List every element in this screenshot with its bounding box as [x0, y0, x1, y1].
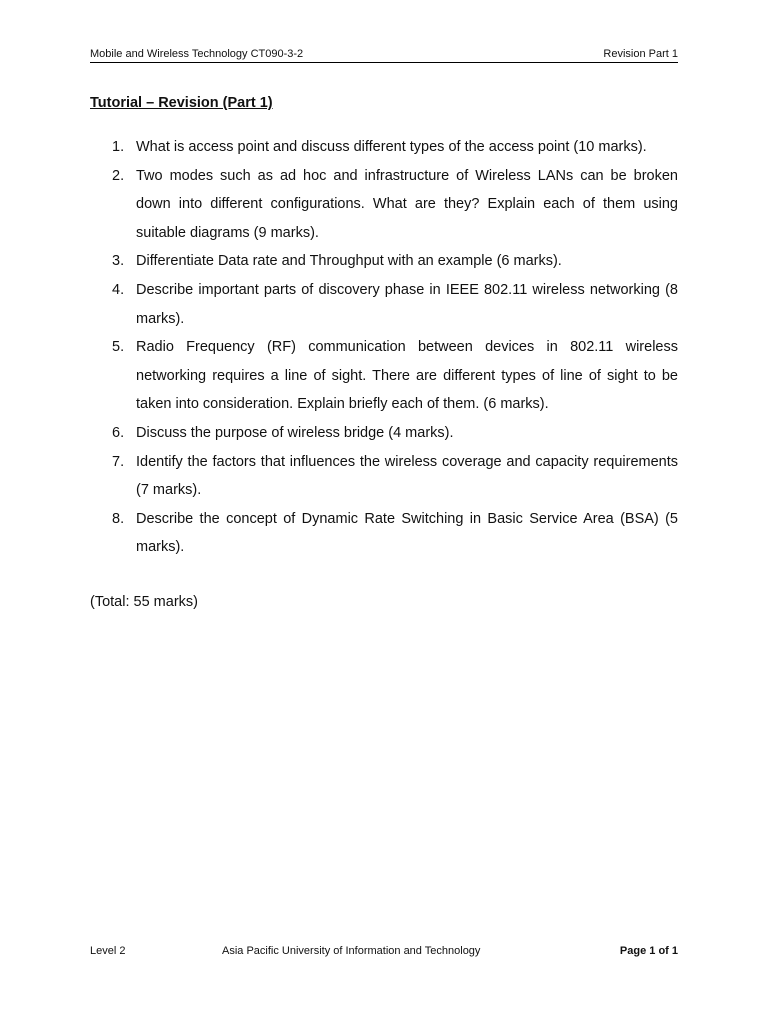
question-text: Describe important parts of discovery phase in IEEE 802.11 wireless networking (8 marks).: [136, 281, 678, 327]
question-text: Discuss the purpose of wireless bridge (4 marks).: [136, 424, 454, 441]
question-item: [90, 419, 678, 448]
footer-page-number: Page 1 of 1: [619, 945, 678, 957]
question-item: [90, 333, 678, 419]
question-number: 2.: [112, 167, 125, 184]
question-text: What is access point and discuss different types of the access point (10 marks).: [136, 139, 647, 155]
question-list: [90, 133, 678, 562]
question-item: [90, 276, 678, 333]
footer-institution: Asia Pacific University of Information and Technology: [222, 945, 481, 957]
question-number: 3.: [112, 253, 125, 270]
question-text: Radio Frequency (RF) communication between devices in 802.11 wireless networking requires a line of sight. There are different types of line of sight to be taken into consideration. Explain briefly each of them. (6 marks).: [136, 339, 678, 413]
question-text: Two modes such as ad hoc and infrastructure of Wireless LANs can be broken down into different configurations. What are they? Explain each of them using suitable diagrams (9 marks).: [136, 167, 678, 241]
document-title: Tutorial – Revision (Part 1): [90, 95, 273, 111]
question-item: [90, 162, 678, 248]
question-number: 6.: [112, 424, 125, 441]
page-footer: [90, 944, 678, 960]
question-number: 5.: [112, 339, 125, 356]
question-number: 7.: [112, 453, 125, 470]
page-header: [90, 46, 678, 63]
header-course-title: Mobile and Wireless Technology CT090-3-2: [90, 48, 304, 60]
total-marks: (Total: 55 marks): [90, 594, 198, 610]
question-item: [90, 247, 678, 276]
question-item: [90, 133, 678, 162]
question-text: Differentiate Data rate and Throughput with an example (6 marks).: [136, 253, 562, 270]
question-item: [90, 448, 678, 505]
question-number: 8.: [112, 510, 125, 527]
question-item: [90, 505, 678, 562]
question-text: Identify the factors that influences the wireless coverage and capacity requirements (7 marks).: [136, 453, 678, 499]
question-number: 4.: [112, 281, 125, 298]
footer-level: Level 2: [90, 945, 126, 957]
header-section-title: Revision Part 1: [603, 48, 678, 60]
question-text: Describe the concept of Dynamic Rate Switching in Basic Service Area (BSA) (5 marks).: [136, 510, 678, 556]
question-number: 1.: [112, 139, 125, 155]
